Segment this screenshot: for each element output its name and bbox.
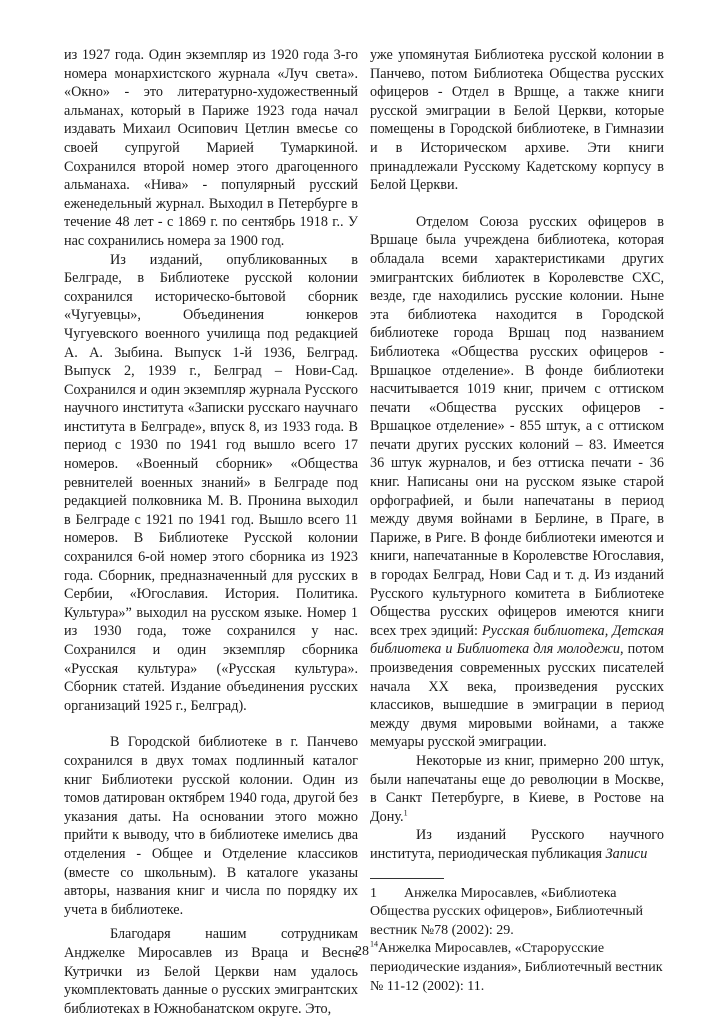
footnote-marker: 1 bbox=[370, 885, 377, 901]
editions-italic: Русская библиотека, Детская библиотека и Библиотека для молодежи bbox=[370, 622, 664, 658]
paragraph-prerevolution-books bbox=[370, 752, 664, 826]
paragraph-vrsac-library bbox=[370, 213, 664, 752]
right-column bbox=[370, 46, 664, 996]
paragraph-pancevo-catalog: В Городской библиотеке в г. Панчево сохранился в двух томах подлинный каталог книг Библиотеки русской колонии. Один из томов датирован октябрем 1940 года, другой без указания даты. На основании этого можно прийти к выводу, что в библиотеке имелись два отделения - Общее и Отделение классиков (вместе со школьным). В каталоге указаны авторы, названия книг и числа по порядку их учета в библиотеке. bbox=[64, 734, 358, 918]
paragraph-periodicals: из 1927 года. Один экземпляр из 1920 года 3-го номера монархистского журнала «Луч света». «Окно» - это литературно-художественный альманах, который в Париже 1923 года начал издавать Михаил Осипович Цетлин вмесье со своей супругой Марией Тумаркиной. Сохранился второй номер этого драгоценного альманаха. «Нива» - популярный русский еженедельный журнал. Выходил в Петербурге в течение 48 лет - с 1869 г. по сентябрь 1918 г.. У нас сохранились номера за 1900 год. bbox=[64, 47, 358, 249]
footnote-text: Анжелка Миросавлев, «Старорусские периодические издания», Библиотечный вестник № 11-12 (2002): 11. bbox=[370, 941, 663, 994]
zapiski-italic: Записи bbox=[605, 845, 648, 862]
left-column bbox=[64, 46, 358, 1018]
footnote-ref: 1 bbox=[403, 808, 408, 818]
footnote-text: Анжелка Миросавлев, «Библиотека Общества русских офицеров», Библиотечный вестник №78 (2002): 29. bbox=[370, 885, 643, 938]
institute-text: Из изданий Русского научного института, периодическая публикация bbox=[370, 827, 664, 862]
vrsac-text-end: , потом произведения современных русских писателей начала XX века, произведения русских классиков, вышедшие в эмиграции в период между двумя мировыми войнами, а также мемуары русской эмиграции. bbox=[370, 641, 664, 751]
prerevolution-text: Некоторые из книг, примерно 200 штук, были напечатаны еще до революции в Москве, в Санкт Петербурге, в Киеве, в Ростове на Дону. bbox=[370, 752, 664, 825]
footnote-divider bbox=[370, 878, 444, 879]
page-number: 28 bbox=[355, 944, 369, 959]
paragraph-scientific-institute bbox=[370, 826, 664, 863]
paragraph-colleagues: Благодаря нашим сотрудникам Анджелке Миросавлев из Враца и Весне Кутрички из Белой Церкви нам удалось укомплектовать данные о русских эмигрантских библиотеках в Южнобанатском округе. Это, bbox=[64, 926, 358, 1017]
paragraph-libraries-list: уже упомянутая Библиотека русской колонии в Панчево, потом Библиотека Общества русских офицеров - Отдел в Вршце, а также книги русской эмиграции в Белой Церкви, которые помещены в Городской библиотеке, в Гимназии и в Историческом архиве. Эти книги принадлежали Русскому Кадетскому корпусу в Белой Церкви. bbox=[370, 47, 664, 194]
vrsac-text: Отделом Союза русских офицеров в Вршаце была учреждена библиотека, которая обладала всеми характеристиками других эмигрантских библиотек в Королевстве СХС, везде, где находились русские колонии. Ныне эта библиотека находится в Городской библиотеке города Вршац под названием Библиотека «Общества русских офицеров - Вршацкое отделение». В фонде библиотеки насчитывается 1019 книг, причем с оттиском печати «Общества русских офицеров - Вршацкое отделение» - 855 штук, а с оттиском печати других русских колоний – 83. Имеется 36 штук журналов, и без оттиска печати - 36 книг. Написаны они на русском языке старой орфографией, и были напечатаны в период между двумя войнами в Берлине, в Праге, в Париже, в Риге. В фонде библиотеки имеются и книги, напечатанные в Королевстве Югославия, в городах Белград, Нови Сад и т. д. Из изданий Русского культурного комитета в Библиотеке Общества русских офицеров имеются книги всех трех эдиций: bbox=[370, 213, 664, 639]
paragraph-belgrade-editions: Из изданий, опубликованных в Белграде, в Библиотеке русской колонии сохранился историческо-бытовой сборник «Чугуевцы», Объединения юнкеров Чугуевского военного училища под редакцией А. А. Зыбина. Выпуск 1-й 1936, Белград. Выпуск 2, 1939 г., Белград – Нови-Сад. Сохранился и один экземпляр журнала Русского научного института «Записки русскаго научнаго института в Белграде», впуск 8, из 1933 года. В период с 1930 по 1941 год вышло всего 17 номеров. «Военный сборник» «Общества ревнителей военных знаний» в Белграде под редакцией полковника М. В. Пронина выходил в Белграде с 1921 по 1941 год. Вышло всего 11 номеров. В Библиотеке Русской колонии сохранился 6-ой номер этого сборника из 1923 года. Сборник, предназначенный для русских в Сербии, «Югославия. История. Политика. Культура»” выходил на русском языке. Номер 1 из 1930 года, тоже сохранился у нас. Сохранился и один экземпляр сборника «Русская культура» («Русская культура». Сборник статей. Издание объединения русских организаций 1925 г., Белград). bbox=[64, 251, 358, 714]
footnote-1 bbox=[370, 885, 664, 941]
footnote-marker: 14 bbox=[370, 939, 378, 949]
